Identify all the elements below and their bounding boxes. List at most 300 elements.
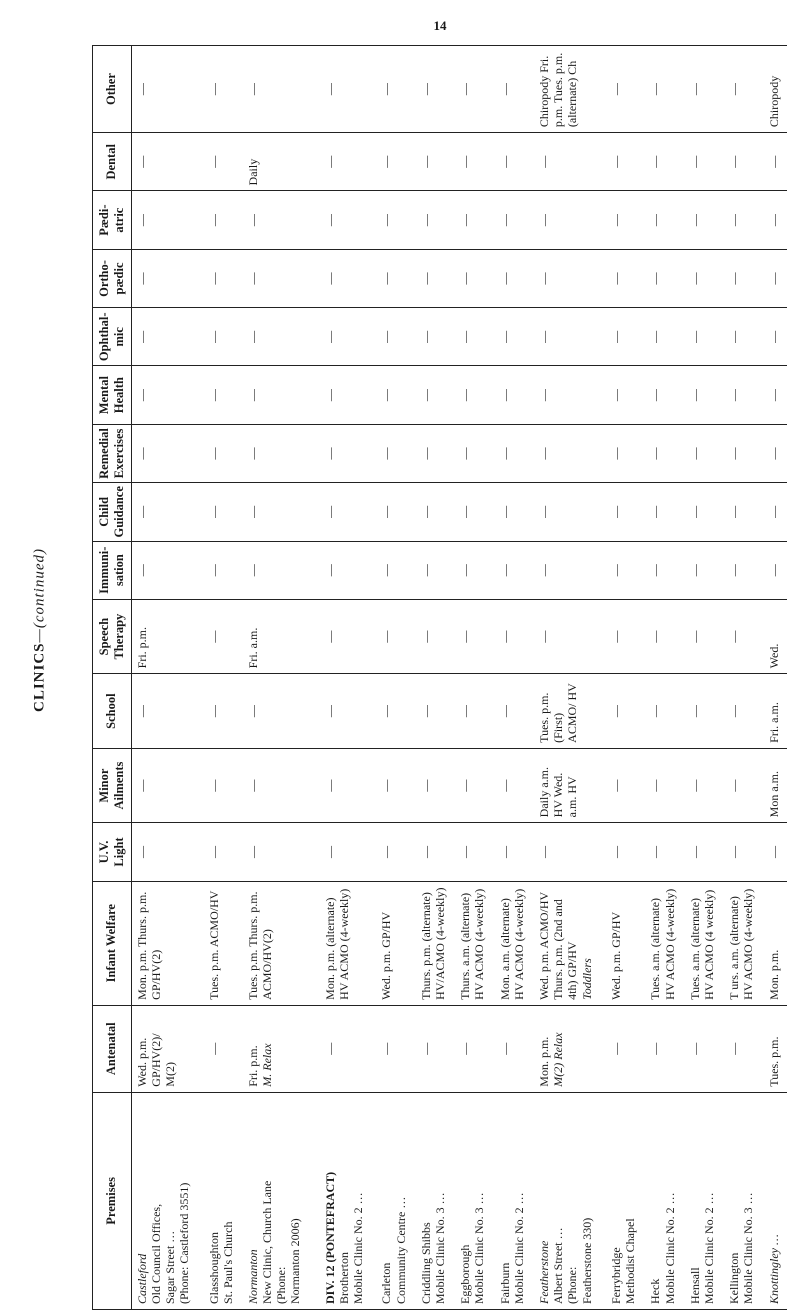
minor-ailments-cell: — (416, 748, 455, 822)
premises-cell (724, 1092, 763, 1309)
table-row (376, 46, 415, 1310)
child-guidance-cell: — (204, 483, 243, 541)
ophthalmic-cell: — (243, 308, 315, 366)
orthopaedic-cell: — (645, 249, 684, 307)
school-cell: — (376, 674, 415, 748)
immunisation-cell: — (724, 541, 763, 599)
other-cell: — (606, 46, 645, 133)
premises-cell (376, 1092, 415, 1309)
other-cell: — (685, 46, 724, 133)
premises-cell (131, 1092, 204, 1309)
school-cell: — (455, 674, 494, 748)
antenatal-line: Fri. p.m. (245, 1045, 260, 1087)
table-row (204, 46, 243, 1310)
antenatal-cell (534, 1005, 606, 1092)
uv-light-cell: — (534, 823, 606, 881)
child-guidance-cell: — (416, 483, 455, 541)
immunisation-cell: — (376, 541, 415, 599)
ophthalmic-cell: — (606, 308, 645, 366)
dental-cell: — (204, 133, 243, 191)
location-name: Normanton (245, 1249, 260, 1304)
child-guidance-cell: — (685, 483, 724, 541)
minor-ailments-cell: — (376, 748, 415, 822)
orthopaedic-cell: — (495, 249, 534, 307)
speech-therapy-cell: — (606, 599, 645, 673)
premises-line: Old Council Offices, (148, 1203, 163, 1304)
minor-ailments-cell: — (606, 748, 645, 822)
mental-health-cell: — (764, 366, 787, 424)
location-name: Castleford (134, 1253, 149, 1304)
remedial-exercises-cell: — (534, 424, 606, 482)
antenatal-cell: — (495, 1005, 534, 1092)
dental-cell: — (376, 133, 415, 191)
dental-cell: — (764, 133, 787, 191)
table-row (416, 46, 455, 1310)
child-guidance-cell: — (606, 483, 645, 541)
infant-welfare-cell: Mon. p.m. (alternate) HV ACMO (4-weekly) (315, 881, 376, 1005)
header-ophthalmic: Ophthal-mic (93, 308, 132, 366)
school-cell: — (606, 674, 645, 748)
school-cell: — (131, 674, 204, 748)
header-child-guidance: Child Guidance (93, 483, 132, 541)
paediatric-cell: — (455, 191, 494, 249)
school-cell: — (724, 674, 763, 748)
header-infant-welfare: Infant Welfare (93, 881, 132, 1005)
ophthalmic-cell: — (534, 308, 606, 366)
remedial-exercises-cell: — (685, 424, 724, 482)
child-guidance-cell: — (645, 483, 684, 541)
infant-welfare-cell: Tues. p.m. Thurs. p.m. ACMO/HV(2) (243, 881, 315, 1005)
premises-cell (243, 1092, 315, 1309)
dental-cell: — (685, 133, 724, 191)
school-cell: — (645, 674, 684, 748)
table-row (645, 46, 684, 1310)
minor-ailments-cell: — (204, 748, 243, 822)
header-paediatric: Pædi-atric (93, 191, 132, 249)
header-antenatal: Antenatal (93, 1005, 132, 1092)
premises-line: Community Centre … (393, 1196, 408, 1304)
premises-line: Mobile Clinic No. 2 … (351, 1192, 366, 1304)
antenatal-cell: — (685, 1005, 724, 1092)
other-cell: — (724, 46, 763, 133)
infant-welfare-cell: Thurs. p.m. (alternate) HV/ACMO (4-weekly) (416, 881, 455, 1005)
premises-line: Normanton 2006) (288, 1218, 303, 1304)
table-row (764, 46, 787, 1310)
table-row (495, 46, 534, 1310)
minor-ailments-cell: — (131, 748, 204, 822)
speech-therapy-cell: — (416, 599, 455, 673)
premises-line: Albert Street … (551, 1227, 566, 1304)
minor-ailments-cell: — (685, 748, 724, 822)
speech-therapy-cell: — (455, 599, 494, 673)
premises-cell (204, 1092, 243, 1309)
child-guidance-cell: — (243, 483, 315, 541)
immunisation-cell: — (315, 541, 376, 599)
premises-line: Eggborough (458, 1244, 473, 1304)
premises-cell (685, 1092, 724, 1309)
mental-health-cell: — (204, 366, 243, 424)
antenatal-cell: — (724, 1005, 763, 1092)
minor-ailments-cell: — (645, 748, 684, 822)
mental-health-cell: — (376, 366, 415, 424)
speech-therapy-cell: Wed. (764, 599, 787, 673)
orthopaedic-cell: — (376, 249, 415, 307)
header-school: School (93, 674, 132, 748)
page-title (32, 548, 49, 712)
header-orthopaedic: Ortho-pædic (93, 249, 132, 307)
premises-line: Criddling Shibbs (418, 1222, 433, 1304)
ophthalmic-cell: — (645, 308, 684, 366)
antenatal-cell: — (606, 1005, 645, 1092)
remedial-exercises-cell: — (315, 424, 376, 482)
section-title-suffix: —(continued) (31, 547, 48, 643)
ophthalmic-cell: — (131, 308, 204, 366)
antenatal-cell: Tues. p.m. (764, 1005, 787, 1092)
paediatric-cell: — (606, 191, 645, 249)
infant-welfare-line: Toddlers (579, 958, 594, 1000)
dental-cell: — (645, 133, 684, 191)
antenatal-cell: — (315, 1005, 376, 1092)
antenatal-cell (243, 1005, 315, 1092)
premises-line: St. Paul's Church (220, 1221, 235, 1304)
dental-cell: Daily (243, 133, 315, 191)
division-heading: DIV. 12 (PONTEFRACT) (322, 1171, 337, 1304)
child-guidance-cell: — (315, 483, 376, 541)
antenatal-cell: — (416, 1005, 455, 1092)
premises-line: (Phone: (565, 1266, 580, 1304)
header-minor-ailments: Minor Ailments (93, 748, 132, 822)
table-row (131, 46, 204, 1310)
uv-light-cell: — (764, 823, 787, 881)
speech-therapy-cell: Fri. p.m. (131, 599, 204, 673)
location-name: Featherstone (537, 1240, 552, 1304)
school-cell: — (243, 674, 315, 748)
other-cell: — (131, 46, 204, 133)
dental-cell: — (534, 133, 606, 191)
premises-cell (534, 1092, 606, 1309)
uv-light-cell: — (315, 823, 376, 881)
child-guidance-cell: — (724, 483, 763, 541)
minor-ailments-cell: — (455, 748, 494, 822)
immunisation-cell: — (204, 541, 243, 599)
premises-line: Mobile Clinic No. 2 … (511, 1192, 526, 1304)
premises-line: Glasshoughton (206, 1232, 221, 1304)
ophthalmic-cell: — (455, 308, 494, 366)
table-row (724, 46, 763, 1310)
uv-light-cell: — (724, 823, 763, 881)
premises-line: Hensall (687, 1267, 702, 1304)
uv-light-cell: — (131, 823, 204, 881)
other-cell: — (495, 46, 534, 133)
antenatal-cell: — (645, 1005, 684, 1092)
page-number: 14 (433, 18, 447, 33)
orthopaedic-cell: — (204, 249, 243, 307)
paediatric-cell: — (243, 191, 315, 249)
child-guidance-cell: — (495, 483, 534, 541)
premises-line: Ferrybridge (609, 1247, 624, 1304)
infant-welfare-cell: Tues. a.m. (alternate) HV ACMO (4 weekly) (685, 881, 724, 1005)
dental-cell: — (495, 133, 534, 191)
uv-light-cell: — (495, 823, 534, 881)
paediatric-cell: — (315, 191, 376, 249)
child-guidance-cell: — (534, 483, 606, 541)
table-row (455, 46, 494, 1310)
premises-line: Carleton (379, 1262, 394, 1304)
mental-health-cell: — (315, 366, 376, 424)
antenatal-cell: — (455, 1005, 494, 1092)
remedial-exercises-cell: — (243, 424, 315, 482)
ophthalmic-cell: — (685, 308, 724, 366)
paediatric-cell: — (131, 191, 204, 249)
other-cell: — (315, 46, 376, 133)
mental-health-cell: — (645, 366, 684, 424)
header-remedial-exercises: Remedial Exercises (93, 424, 132, 482)
remedial-exercises-cell: — (204, 424, 243, 482)
other-cell: — (204, 46, 243, 133)
premises-line: Kellington (727, 1252, 742, 1304)
header-other: Other (93, 46, 132, 133)
mental-health-cell: — (606, 366, 645, 424)
orthopaedic-cell: — (724, 249, 763, 307)
school-cell: — (315, 674, 376, 748)
mental-health-cell: — (243, 366, 315, 424)
school-cell: — (416, 674, 455, 748)
other-cell: — (376, 46, 415, 133)
speech-therapy-cell: — (376, 599, 415, 673)
clinics-table (92, 45, 787, 1310)
paediatric-cell: — (645, 191, 684, 249)
immunisation-cell: — (645, 541, 684, 599)
mental-health-cell: — (455, 366, 494, 424)
paediatric-cell: — (685, 191, 724, 249)
premises-line: Mobile Clinic No. 3 … (432, 1192, 447, 1304)
infant-welfare-cell: Mon. p.m. Thurs. p.m. GP/HV(2) (131, 881, 204, 1005)
header-immunisation: Immuni-sation (93, 541, 132, 599)
other-cell: Chiropody Fri. p.m. Tues. p.m. (alternate) Ch (534, 46, 606, 133)
speech-therapy-cell: — (495, 599, 534, 673)
school-cell: — (495, 674, 534, 748)
orthopaedic-cell: — (764, 249, 787, 307)
immunisation-cell: — (534, 541, 606, 599)
paediatric-cell: — (764, 191, 787, 249)
premises-cell (495, 1092, 534, 1309)
other-cell: — (645, 46, 684, 133)
paediatric-cell: — (376, 191, 415, 249)
premises-line: Mobile Clinic No. 2 … (702, 1192, 717, 1304)
premises-cell (764, 1092, 787, 1309)
uv-light-cell: — (685, 823, 724, 881)
uv-light-cell: — (204, 823, 243, 881)
dental-cell: — (315, 133, 376, 191)
premises-line: Brotherton (337, 1252, 352, 1304)
mental-health-cell: — (495, 366, 534, 424)
infant-welfare-cell: Wed. p.m. GP/HV (606, 881, 645, 1005)
ophthalmic-cell: — (724, 308, 763, 366)
remedial-exercises-cell: — (376, 424, 415, 482)
dental-cell: — (724, 133, 763, 191)
premises-line: Featherstone 330) (579, 1217, 594, 1304)
minor-ailments-cell: — (243, 748, 315, 822)
remedial-exercises-cell: — (606, 424, 645, 482)
antenatal-cell: — (204, 1005, 243, 1092)
paediatric-cell: — (416, 191, 455, 249)
orthopaedic-cell: — (243, 249, 315, 307)
orthopaedic-cell: — (315, 249, 376, 307)
immunisation-cell: — (243, 541, 315, 599)
paediatric-cell: — (724, 191, 763, 249)
antenatal-cell: — (376, 1005, 415, 1092)
immunisation-cell: — (764, 541, 787, 599)
premises-line: Mobile Clinic No. 2 … (662, 1192, 677, 1304)
premises-cell (416, 1092, 455, 1309)
header-speech-therapy: Speech Therapy (93, 599, 132, 673)
orthopaedic-cell: — (131, 249, 204, 307)
orthopaedic-cell: — (534, 249, 606, 307)
ophthalmic-cell: — (204, 308, 243, 366)
infant-welfare-cell: Mon. a.m. (alternate) HV ACMO (4-weekly) (495, 881, 534, 1005)
speech-therapy-cell: — (315, 599, 376, 673)
antenatal-cell: Wed. p.m. GP/HV(2)/ M(2) (131, 1005, 204, 1092)
premises-line: Mobile Clinic No. 3 … (741, 1192, 756, 1304)
infant-welfare-cell: Mon. p.m. (764, 881, 787, 1005)
child-guidance-cell: — (376, 483, 415, 541)
table-row (685, 46, 724, 1310)
premises-line: Heck (648, 1278, 663, 1304)
infant-welfare-cell: Tues. p.m. ACMO/HV (204, 881, 243, 1005)
remedial-exercises-cell: — (724, 424, 763, 482)
school-cell: Fri. a.m. (764, 674, 787, 748)
header-premises: Premises (93, 1092, 132, 1309)
ophthalmic-cell: — (764, 308, 787, 366)
uv-light-cell: — (416, 823, 455, 881)
premises-line: Fairburn (497, 1262, 512, 1304)
uv-light-cell: — (243, 823, 315, 881)
antenatal-line: M. Relax (260, 1043, 275, 1087)
uv-light-cell: — (455, 823, 494, 881)
premises-line: Methodist Chapel (623, 1218, 638, 1304)
remedial-exercises-cell: — (455, 424, 494, 482)
other-cell: Chiropody (764, 46, 787, 133)
infant-welfare-cell: Thurs. a.m. (alternate) HV ACMO (4-weekly) (455, 881, 494, 1005)
remedial-exercises-cell: — (495, 424, 534, 482)
infant-welfare-cell: Wed. p.m. GP/HV (376, 881, 415, 1005)
mental-health-cell: — (724, 366, 763, 424)
infant-welfare-cell (534, 881, 606, 1005)
premises-cell (645, 1092, 684, 1309)
school-cell: — (204, 674, 243, 748)
ophthalmic-cell: — (376, 308, 415, 366)
premises-line: New Clinic, Church Lane (260, 1180, 275, 1304)
speech-therapy-cell: — (204, 599, 243, 673)
minor-ailments-cell: Daily a.m. HV Wed. a.m. HV (534, 748, 606, 822)
school-cell: Tues. p.m. (First) ACMO/ HV (534, 674, 606, 748)
dental-cell: — (416, 133, 455, 191)
mental-health-cell: — (534, 366, 606, 424)
premises-line: (Phone: Castleford 3551) (176, 1182, 191, 1304)
mental-health-cell: — (685, 366, 724, 424)
speech-therapy-cell: — (534, 599, 606, 673)
immunisation-cell: — (131, 541, 204, 599)
orthopaedic-cell: — (685, 249, 724, 307)
header-mental-health: Mental Health (93, 366, 132, 424)
immunisation-cell: — (685, 541, 724, 599)
orthopaedic-cell: — (416, 249, 455, 307)
other-cell: — (243, 46, 315, 133)
location-name: Knottingley … (766, 1234, 781, 1304)
uv-light-cell: — (606, 823, 645, 881)
speech-therapy-cell: Fri. a.m. (243, 599, 315, 673)
minor-ailments-cell: — (315, 748, 376, 822)
infant-welfare-cell: Tues. a.m. (alternate) HV ACMO (4-weekly) (645, 881, 684, 1005)
orthopaedic-cell: — (606, 249, 645, 307)
table-row (606, 46, 645, 1310)
minor-ailments-cell: — (495, 748, 534, 822)
paediatric-cell: — (204, 191, 243, 249)
clinics-table-wrapper (92, 45, 787, 1310)
child-guidance-cell: — (131, 483, 204, 541)
school-cell: — (685, 674, 724, 748)
speech-therapy-cell: — (685, 599, 724, 673)
paediatric-cell: — (534, 191, 606, 249)
minor-ailments-cell: — (724, 748, 763, 822)
immunisation-cell: — (495, 541, 534, 599)
ophthalmic-cell: — (416, 308, 455, 366)
paediatric-cell: — (495, 191, 534, 249)
dental-cell: — (131, 133, 204, 191)
mental-health-cell: — (416, 366, 455, 424)
child-guidance-cell: — (764, 483, 787, 541)
immunisation-cell: — (455, 541, 494, 599)
other-cell: — (455, 46, 494, 133)
uv-light-cell: — (645, 823, 684, 881)
immunisation-cell: — (606, 541, 645, 599)
speech-therapy-cell: — (724, 599, 763, 673)
uv-light-cell: — (376, 823, 415, 881)
premises-cell (315, 1092, 376, 1309)
remedial-exercises-cell: — (645, 424, 684, 482)
other-cell: — (416, 46, 455, 133)
child-guidance-cell: — (455, 483, 494, 541)
premises-line: (Phone: (274, 1266, 289, 1304)
remedial-exercises-cell: — (131, 424, 204, 482)
minor-ailments-cell: Mon a.m. (764, 748, 787, 822)
premises-cell (606, 1092, 645, 1309)
orthopaedic-cell: — (455, 249, 494, 307)
premises-line: Sagar Street … (162, 1230, 177, 1304)
dental-cell: — (455, 133, 494, 191)
dental-cell: — (606, 133, 645, 191)
section-title: CLINICS (31, 642, 48, 713)
antenatal-line: M(2) Relax (551, 1032, 566, 1087)
ophthalmic-cell: — (495, 308, 534, 366)
antenatal-line: Mon. p.m. (537, 1036, 552, 1087)
premises-cell (455, 1092, 494, 1309)
remedial-exercises-cell: — (764, 424, 787, 482)
ophthalmic-cell: — (315, 308, 376, 366)
mental-health-cell: — (131, 366, 204, 424)
immunisation-cell: — (416, 541, 455, 599)
infant-welfare-cell: T urs. a.m. (alternate) HV ACMO (4-weekly) (724, 881, 763, 1005)
table-row (315, 46, 376, 1310)
header-row (93, 46, 132, 1310)
table-row (534, 46, 606, 1310)
infant-welfare-line: Wed. p.m. ACMO/HV Thurs. p.m. (2nd and 4th) GP/HV (537, 891, 580, 1000)
speech-therapy-cell: — (645, 599, 684, 673)
header-dental: Dental (93, 133, 132, 191)
premises-line: Mobile Clinic No. 3 … (472, 1192, 487, 1304)
table-row (243, 46, 315, 1310)
header-uv-light: U.V. Light (93, 823, 132, 881)
